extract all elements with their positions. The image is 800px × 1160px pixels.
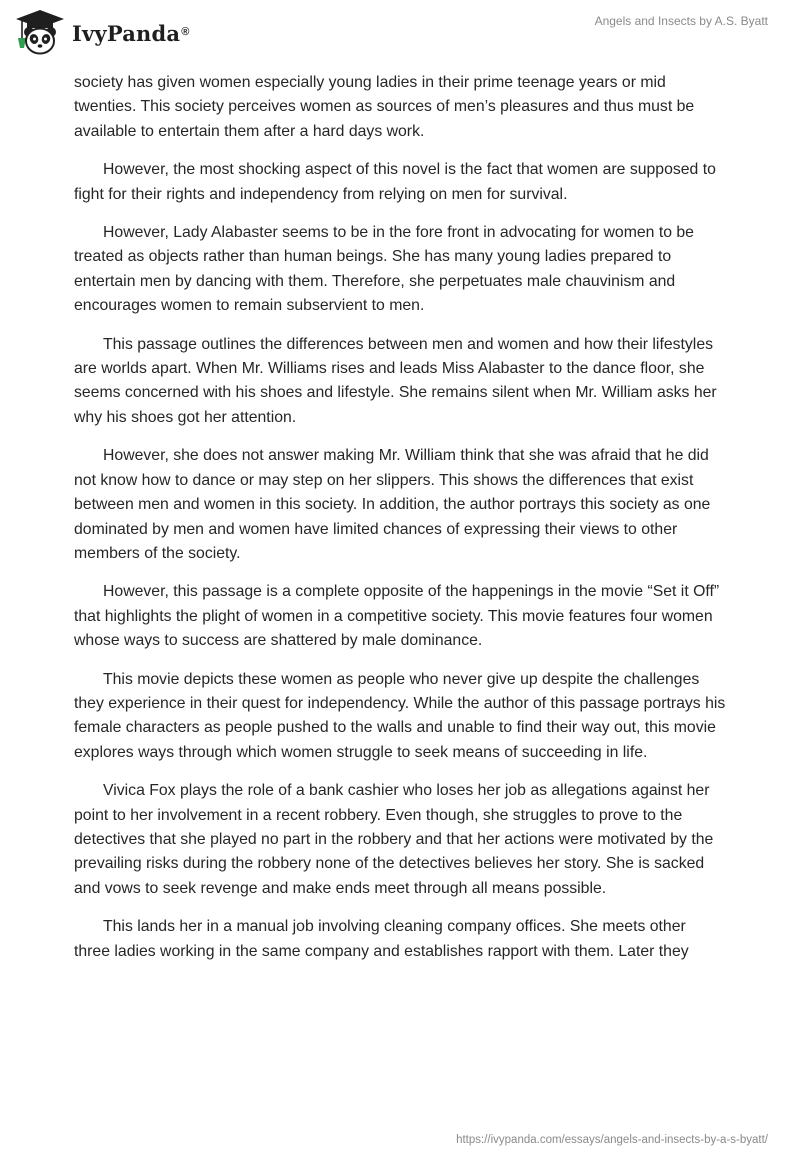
paragraph: This lands her in a manual job involving cleaning company offices. She meets other three ladies working in the same company and establishes rapport with them. Later they xyxy=(74,918,689,960)
paragraph: However, she does not answer making Mr. William think that she was afraid that he did not know how to dance or may step on her slippers. This shows the differences that exist between men and women in this society. In addition, the author portrays this society as one dominated by men and women have limited chances of expressing their views to other members of the society. xyxy=(74,447,711,562)
paragraph: This passage outlines the differences between men and women and how their lifestyles are worlds apart. When Mr. Williams rises and leads Miss Alabaster to the dance floor, she seems concerned with his shoes and lifestyle. She remains silent when Mr. William asks her why his shoes got her attention. xyxy=(74,335,717,426)
registered-mark: ® xyxy=(181,25,190,38)
paragraph: However, this passage is a complete opposite of the happenings in the movie “Set it Off” that highlights the plight of women in a competitive society. This movie features four women whose ways to success are shattered by male dominance. xyxy=(74,583,720,650)
paragraph: This movie depicts these women as people who never give up despite the challenges they experience in their quest for independency. While the author of this passage portrays his female characters as people pushed to the walls and unable to find their way out, this movie explores ways through which women struggle to seek means of succeeding in life. xyxy=(74,670,726,761)
paragraph: However, Lady Alabaster seems to be in the fore front in advocating for women to be treated as objects rather than human beings. She has many young ladies prepared to entertain men by dancing with them. Therefore, she perpetuates male chauvinism and encourages women to remain subservient to men. xyxy=(74,224,694,315)
paragraph: society has given women especially young ladies in their prime teenage years or mid twenties. This society perceives women as sources of men’s pleasures and thus must be available to entertain them after a hard days work. xyxy=(74,74,695,140)
document-title: Angels and Insects by A.S. Byatt xyxy=(594,14,768,28)
page-header xyxy=(0,0,800,64)
panda-graduate-icon xyxy=(14,8,66,56)
paragraph: However, the most shocking aspect of this novel is the fact that women are supposed to fight for their rights and independency from relying on men for survival. xyxy=(74,161,716,203)
essay-body xyxy=(74,71,726,978)
brand-logo[interactable] xyxy=(14,8,190,56)
brand-name-text: IvyPanda xyxy=(72,20,181,46)
source-url-link[interactable]: https://ivypanda.com/essays/angels-and-insects-by-a-s-byatt/ xyxy=(456,1134,768,1146)
brand-name xyxy=(72,21,190,46)
paragraph: Vivica Fox plays the role of a bank cashier who loses her job as allegations against her point to her involvement in a recent robbery. Even though, she struggles to prove to the detectives that she played no part in the robbery and that her actions were motivated by the prevailing risks during the robbery none of the detectives believes her story. She is sacked and vows to seek revenge and make ends meet through all means possible. xyxy=(74,782,714,897)
